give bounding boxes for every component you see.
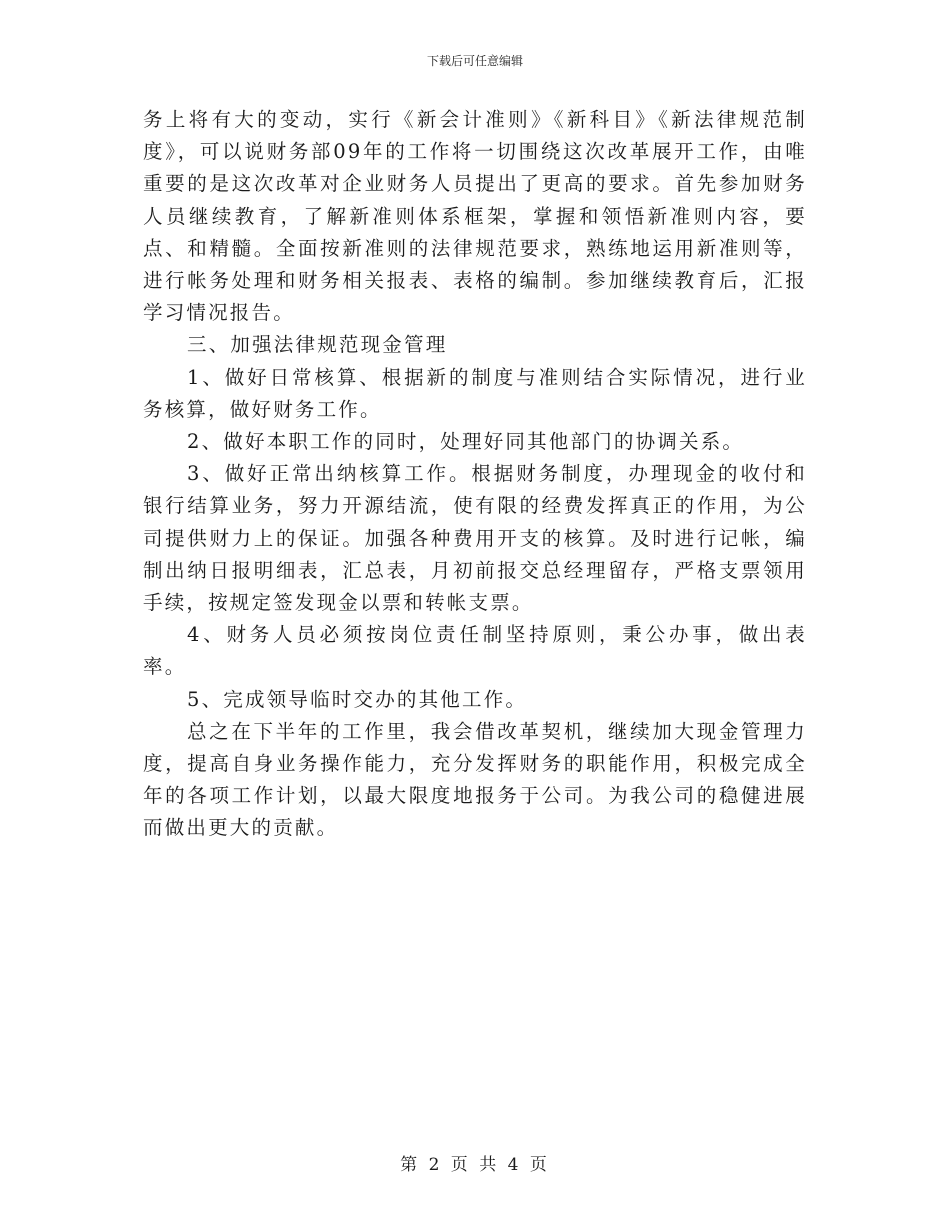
paragraph-finance-reform: 务上将有大的变动，实行《新会计准则》《新科目》《新法律规范制度》，可以说财务部09年的工作将一切围绕这次改革展开工作，由唯重要的是这次改革对企业财务人员提出了更高的要求。首先参加财务人员继续教育，了解新准则体系框架，掌握和领悟新准则内容，要点、和精髓。全面按新准则的法律规范要求，熟练地运用新准则等，进行帐务处理和财务相关报表、表格的编制。参加继续教育后，汇报学习情况报告。 — [143, 108, 807, 325]
list-item-1: 1、做好日常核算、根据新的制度与准则结合实际情况，进行业务核算，做好财务工作。 — [143, 365, 807, 421]
list-item-2: 2、做好本职工作的同时，处理好同其他部门的协调关系。 — [187, 430, 745, 454]
list-item-3: 3、做好正常出纳核算工作。根据财务制度，办理现金的收付和银行结算业务，努力开源结流，使有限的经费发挥真正的作用，为公司提供财力上的保证。加强各种费用开支的核算。及时进行记帐，编制出纳日报明细表，汇总表，月初前报交总经理留存，严格支票领用手续，按规定签发现金以票和转帐支票。 — [143, 462, 807, 615]
paragraph-conclusion: 总之在下半年的工作里，我会借改革契机，继续加大现金管理力度，提高自身业务操作能力，充分发挥财务的职能作用，积极完成全年的各项工作计划，以最大限度地报务于公司。为我公司的稳健进展而做出更大的贡献。 — [143, 719, 807, 840]
page-header: 下载后可任意编辑 — [426, 54, 523, 68]
section-heading-cash-management: 三、加强法律规范现金管理 — [187, 333, 448, 357]
document-body — [143, 104, 807, 845]
list-item-4: 4、财务人员必须按岗位责任制坚持原则，秉公办事，做出表率。 — [143, 623, 807, 679]
page-number: 第 2 页 共 4 页 — [400, 1155, 550, 1175]
list-item-5: 5、完成领导临时交办的其他工作。 — [187, 687, 528, 711]
